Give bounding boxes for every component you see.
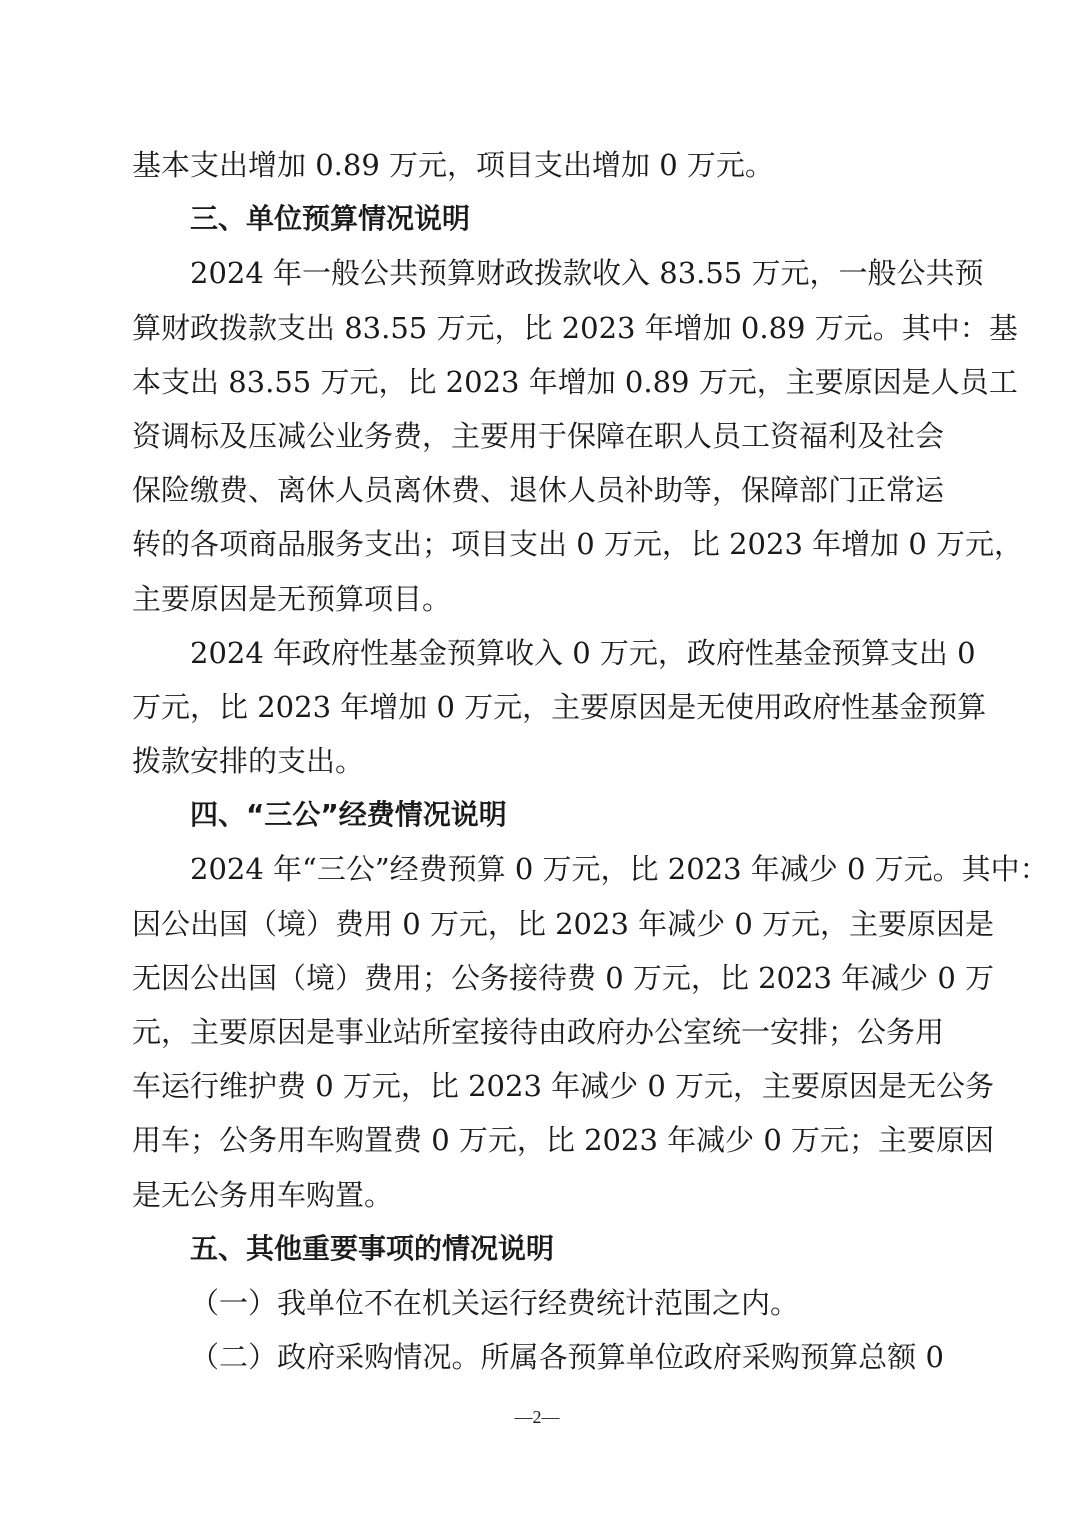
document-body — [132, 138, 1049, 1384]
section-heading: 五、其他重要事项的情况说明 — [190, 1231, 555, 1265]
paragraph-line: （二）政府采购情况。所属各预算单位政府采购预算总额 0 — [190, 1340, 944, 1375]
paragraph-line: 转的各项商品服务支出；项目支出 0 万元，比 2023 年增加 0 万元， — [132, 527, 1024, 562]
paragraph-line: 算财政拨款支出 83.55 万元，比 2023 年增加 0.89 万元。其中：基 — [132, 310, 1018, 345]
paragraph-line: 2024 年政府性基金预算收入 0 万元，政府性基金预算支出 0 — [190, 635, 976, 670]
paragraph-line: 基本支出增加 0.89 万元，项目支出增加 0 万元。 — [132, 148, 774, 182]
section-heading: 三、单位预算情况说明 — [190, 202, 471, 236]
paragraph-line: 无因公出国（境）费用；公务接待费 0 万元，比 2023 年减少 0 万 — [132, 960, 995, 995]
section-heading: 四、“三公”经费情况说明 — [190, 798, 507, 832]
paragraph-line: （一）我单位不在机关运行经费统计范围之内。 — [190, 1285, 800, 1320]
paragraph-line: 车运行维护费 0 万元，比 2023 年减少 0 万元，主要原因是无公务 — [132, 1069, 995, 1104]
paragraph-line: 主要原因是无预算项目。 — [132, 581, 452, 616]
paragraph-line: 保险缴费、离休人员离休费、退休人员补助等，保障部门正常运 — [132, 473, 945, 508]
paragraph-line: 元，主要原因是事业站所室接待由政府办公室统一安排；公务用 — [132, 1015, 945, 1049]
paragraph-line: 2024 年“三公”经费预算 0 万元，比 2023 年减少 0 万元。其中： — [190, 852, 1049, 887]
paragraph-line: 资调标及压减公业务费，主要用于保障在职人员工资福利及社会 — [132, 418, 945, 453]
paragraph-line: 用车；公务用车购置费 0 万元，比 2023 年减少 0 万元；主要原因 — [132, 1123, 995, 1158]
paragraph-line: 是无公务用车购置。 — [132, 1177, 394, 1212]
paragraph-line: 因公出国（境）费用 0 万元，比 2023 年减少 0 万元，主要原因是 — [132, 906, 995, 941]
page-number: —2— — [514, 1407, 560, 1427]
paragraph-line: 万元，比 2023 年增加 0 万元，主要原因是无使用政府性基金预算 — [132, 689, 987, 724]
paragraph-line: 拨款安排的支出。 — [132, 744, 365, 779]
paragraph-line: 2024 年一般公共预算财政拨款收入 83.55 万元，一般公共预 — [190, 256, 984, 291]
paragraph-line: 本支出 83.55 万元，比 2023 年增加 0.89 万元，主要原因是人员工 — [132, 364, 1018, 399]
